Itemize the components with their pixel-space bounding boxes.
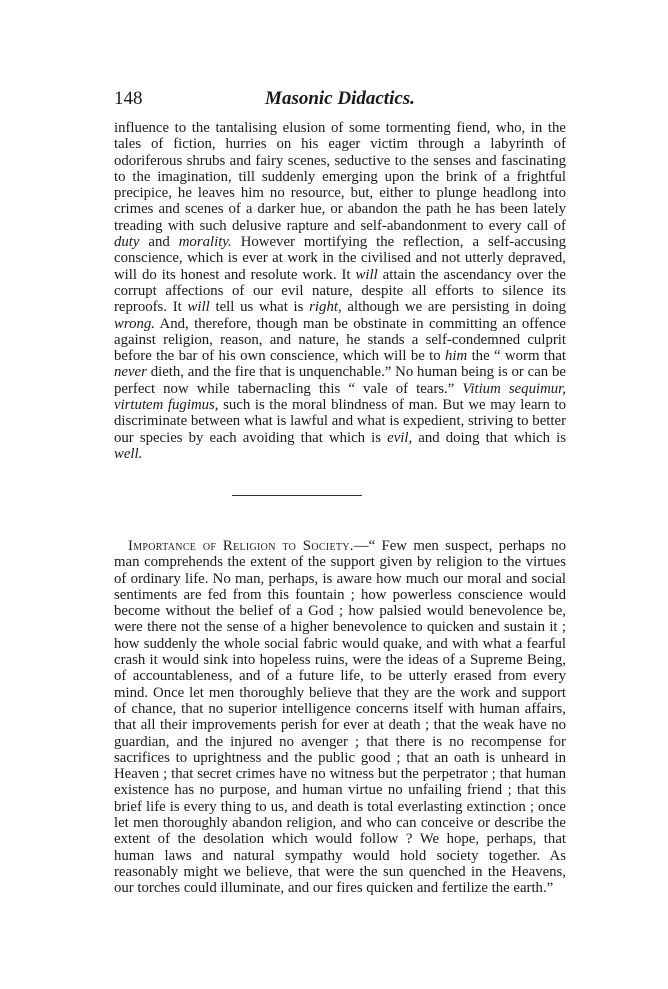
paragraph-continued <box>114 120 566 462</box>
body-text: However mortifying the reflection, a self-accusing conscience, which is ever at work in the civilised and not utterly depraved, will do its honest and resolute work. It <box>114 234 567 283</box>
italic-text: evil, <box>387 429 413 446</box>
body-text: dieth, and the fire that is unquenchable.” No human being is or can be perfect now while tabernacling this “ vale of tears.” <box>114 364 566 397</box>
italic-text: duty <box>114 234 140 251</box>
body-text: —“ Few men suspect, perhaps no man comprehends the extent of the support given by religion to the virtues of ordinary life. No man, perhaps, is aware how much our moral and social sentiments are fed from this fountain ; how powerless conscience would become without the belief of a God ; how palsied would benevolence be, were there not the sense of a higher benevolence to quicken and sustain it ; how suddenly the whole social fabric would quake, and with what a fearful crash it would sink into hopeless ruins, were the ideas of a Supreme Being, of accountableness, and of a future life, to be utterly erased from every mind. Once let men thoroughly believe that they are the work and support of chance, that no superior intelligence concerns itself with human affairs, that all their improvements perish for ever at death ; that the weak have no guardian, and the injured no avenger ; that there is no recompense for sacrifices to uprightness and the public good ; that an oath is unheard in Heaven ; that secret crimes have no witness but the perpetrator ; that human existence has no purpose, and human virtue no unfailing friend ; that this brief life is every thing to us, and death is total everlasting extinction ; once let men thoroughly abandon religion, and who can conceive or describe the extent of the desolation which would follow ? We hope, perhaps, that human laws and natural sympathy would hold society together. As reasonably might we believe, that were the sun quenched in the Heavens, our torches could illuminate, and our fires quicken and fertilize the earth.” <box>114 538 566 897</box>
text-block-1 <box>114 120 566 462</box>
body-text: although we are persisting in doing <box>341 299 566 316</box>
italic-text: Vitium sequimur, virtutem fugimus, <box>114 380 566 414</box>
page-header <box>114 82 566 116</box>
italic-text: will <box>187 299 210 316</box>
italic-text: will <box>355 266 378 283</box>
italic-text: right, <box>309 299 342 316</box>
italic-text: morality. <box>178 234 232 251</box>
body-text: and <box>139 234 179 251</box>
italic-text: never <box>114 364 147 381</box>
body-text: such is the moral blindness of man. But we may learn to discriminate between what is lawful and what is expedient, striving to better our species by each avoiding that which is <box>114 397 566 446</box>
section-divider <box>232 495 362 496</box>
running-title: Masonic Didactics. <box>265 88 415 109</box>
text-block-2 <box>114 538 566 897</box>
body-text: and doing that which is <box>412 429 566 446</box>
italic-text: well. <box>114 445 143 462</box>
body-text: tell us what is <box>209 299 310 316</box>
section-heading: Importance of Religion to Society. <box>128 538 354 554</box>
paragraph-religion-society <box>114 538 566 897</box>
italic-text: wrong. <box>114 315 155 332</box>
body-text: attain the ascendancy over the corrupt affections of our evil nature, despite all efforts to silence its reproofs. It <box>114 266 567 316</box>
page-number: 148 <box>114 88 143 109</box>
body-text: influence to the tantalising elusion of some tormenting fiend, who, in the tales of fiction, hurries on his eager victim through a labyrinth of odoriferous shrubs and fairy scenes, seductive to the senses and fascinating to the imagination, till suddenly emerging upon the brink of a frightful precipice, he leaves him no resource, but, either to plunge headlong into crimes and scenes of a darker hue, or abandon the path he has been lately treading with such delusive rapture and self-abandonment to every call of <box>114 120 566 234</box>
italic-text: him <box>445 348 468 365</box>
body-text: the “ worm that <box>467 348 566 365</box>
body-text: And, therefore, though man be obstinate in committing an offence against religion, reason, and nature, he stands a self-condemned culprit before the bar of his own conscience, which will be to <box>114 315 566 365</box>
